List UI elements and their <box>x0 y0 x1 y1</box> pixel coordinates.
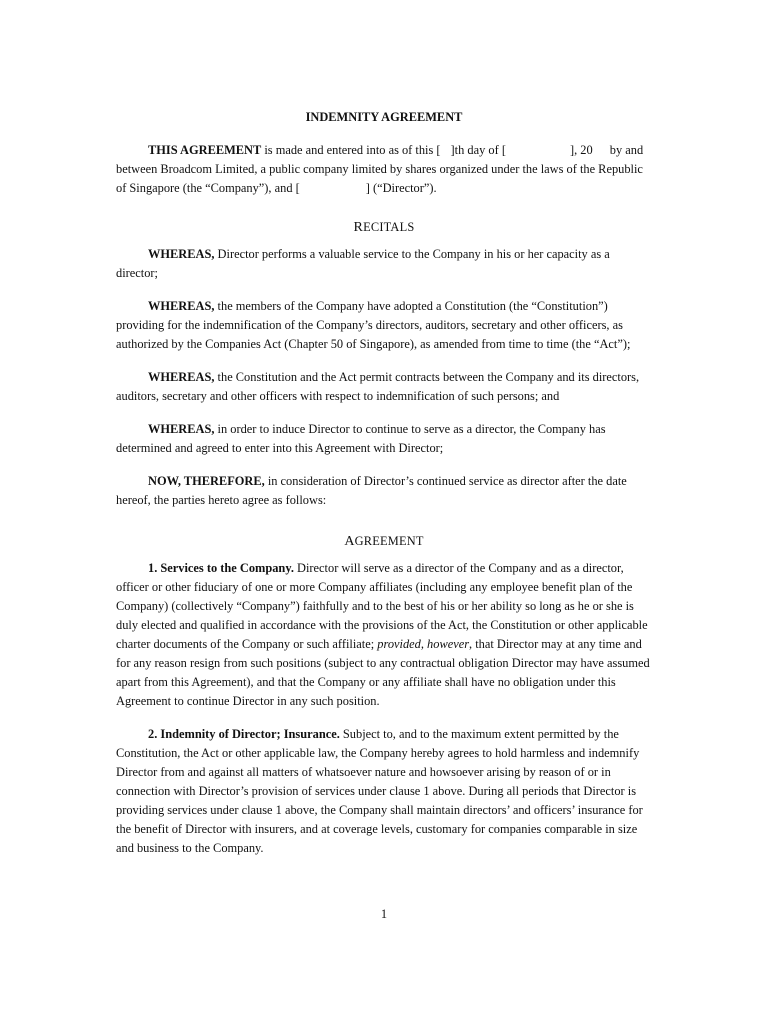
recital-text: Director performs a valuable service to the Company in his or her capacity as a director; <box>116 247 610 280</box>
page-number: 1 <box>380 907 388 921</box>
recital-lead: WHEREAS, <box>148 299 215 313</box>
intro-text-2: ]th day of [ <box>450 143 506 157</box>
recital-paragraph <box>116 472 652 510</box>
clause-lead: 2. Indemnity of Director; Insurance. <box>148 727 340 741</box>
recitals-heading-rest: ECITALS <box>363 220 415 234</box>
recital-paragraph <box>116 368 652 406</box>
recital-lead: WHEREAS, <box>148 247 215 261</box>
clause-text-after: , that Director may at any time and for any reason resign from such positions (subject to any contractual obligation Director may have assumed apart from this Agreement), and that the Company or any affiliate shall have no obligation under this Agreement to continue Director in any such position. <box>116 637 650 708</box>
intro-text-1: is made and entered into as of this [ <box>261 143 441 157</box>
intro-text-4: by and between Broadcom Limited, a public company limited by shares organized under the laws of the Republic of Singapore (the “Company”), and [ <box>116 143 644 195</box>
clause-text: Director will serve as a director of the Company and as a director, officer or other fiduciary of one or more Company affiliates (including any employee benefit plan of the Company) (collectively “Company”) faithfully and to the best of his or her ability so long as he or she is duly elected and qualified in accordance with the provisions of the Act, the Constitution or other applicable charter documents of the Company or such affiliate; <box>116 561 648 651</box>
document-page <box>116 108 652 872</box>
intro-lead: THIS AGREEMENT <box>148 143 262 157</box>
agreement-heading-initial: A <box>344 534 355 549</box>
recital-paragraph <box>116 245 652 283</box>
recital-text: the Constitution and the Act permit contracts between the Company and its directors, auditors, secretary and other officers with respect to indemnification of such persons; and <box>116 370 640 403</box>
clause-paragraph <box>116 725 652 858</box>
recital-lead: WHEREAS, <box>148 370 215 384</box>
recital-text: in consideration of Director’s continued service as director after the date hereof, the parties hereto agree as follows: <box>116 474 627 507</box>
intro-text-5: ] (“Director”). <box>365 181 437 195</box>
recital-text: the members of the Company have adopted a Constitution (the “Constitution”) providing for the indemnification of the Company’s directors, auditors, secretary and other officers, as authorized by the Companies Act (Chapter 50 of Singapore), as amended from time to time (the “Act”); <box>116 299 631 351</box>
agreement-heading <box>116 532 652 551</box>
document-title: INDEMNITY AGREEMENT <box>305 110 463 124</box>
recital-lead: NOW, THEREFORE, <box>148 474 265 488</box>
intro-text-3: ], 20 <box>569 143 593 157</box>
recital-text: in order to induce Director to continue to serve as a director, the Company has determined and agreed to enter into this Agreement with Director; <box>116 422 606 455</box>
clause-text: Subject to, and to the maximum extent permitted by the Constitution, the Act or other applicable law, the Company hereby agrees to hold harmless and indemnify Director from and against all matters of whatsoever nature and howsoever arising by reason of or in connection with Director’s provision of services under clause 1 above. During all periods that Director is providing services under clause 1 above, the Company shall maintain directors’ and officers’ insurance for the benefit of Director with insurers, and at coverage levels, customary for companies comparable in size and business to the Company. <box>116 727 643 855</box>
recitals-heading <box>116 218 652 237</box>
intro-paragraph <box>116 141 652 198</box>
agreement-heading-rest: GREEMENT <box>354 534 424 548</box>
recitals-heading-initial: R <box>353 220 364 235</box>
recital-paragraph <box>116 297 652 354</box>
clause-lead: 1. Services to the Company. <box>148 561 294 575</box>
clause-paragraph <box>116 559 652 711</box>
recital-paragraph <box>116 420 652 458</box>
recital-lead: WHEREAS, <box>148 422 215 436</box>
clause-italic-text: provided, however <box>377 637 470 651</box>
